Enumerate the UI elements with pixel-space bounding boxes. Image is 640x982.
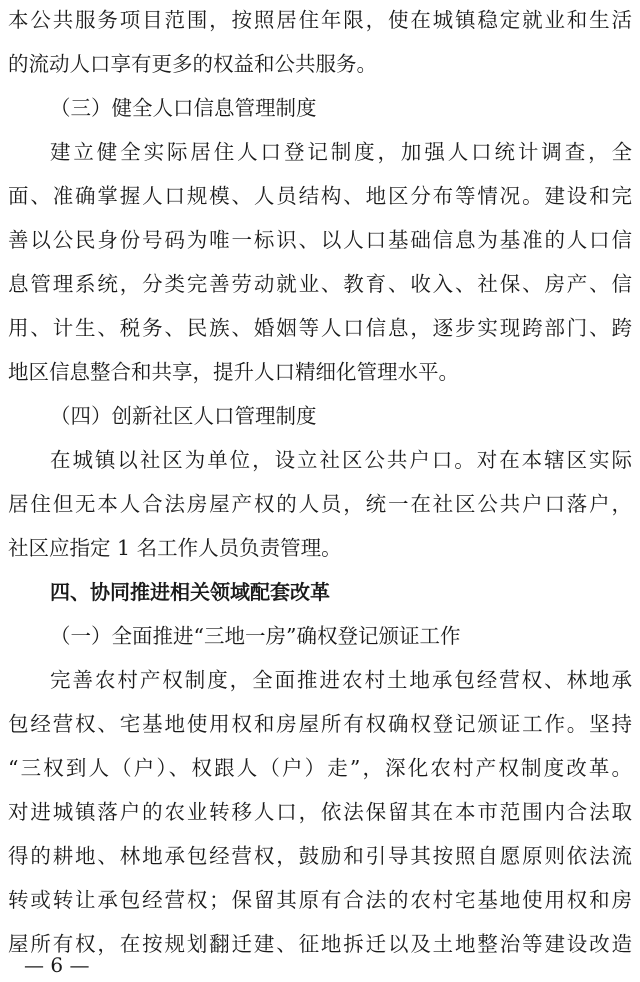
- paragraph-line: 用、计生、税务、民族、婚姻等人口信息，逐步实现跨部门、跨: [8, 316, 632, 340]
- paragraph-line: 的流动人口享有更多的权益和公共服务。: [8, 52, 377, 76]
- paragraph-line: 在城镇以社区为单位，设立社区公共户口。对在本辖区实际: [50, 448, 632, 472]
- paragraph-line: 息管理系统，分类完善劳动就业、教育、收入、社保、房产、信: [8, 272, 632, 296]
- chapter-heading: 四、协同推进相关领域配套改革: [50, 580, 330, 604]
- paragraph-line: 本公共服务项目范围，按照居住年限，使在城镇稳定就业和生活: [8, 8, 632, 32]
- paragraph-line: 善以公民身份号码为唯一标识、以人口基础信息为基准的人口信: [8, 228, 632, 252]
- paragraph-line: 包经营权、宅基地使用权和房屋所有权确权登记颁证工作。坚持: [8, 712, 632, 736]
- paragraph-line: 面、准确掌握人口规模、人员结构、地区分布等情况。建设和完: [8, 184, 632, 208]
- section-heading: （一）全面推进“三地一房”确权登记颁证工作: [50, 624, 461, 648]
- paragraph-line: 地区信息整合和共享，提升人口精细化管理水平。: [8, 360, 459, 384]
- paragraph-line: “三权到人（户）、权跟人（户）走”，深化农村产权制度改革。: [8, 756, 632, 780]
- paragraph-line: 完善农村产权制度，全面推进农村土地承包经营权、林地承: [50, 668, 632, 692]
- paragraph-line: 对进城镇落户的农业转移人口，依法保留其在本市范围内合法取: [8, 800, 632, 824]
- paragraph-line: 转或转让承包经营权；保留其原有合法的农村宅基地使用权和房: [8, 888, 632, 912]
- paragraph-line: 居住但无本人合法房屋产权的人员，统一在社区公共户口落户，: [8, 492, 632, 516]
- page-number: — 6 —: [24, 953, 90, 977]
- paragraph-line: 得的耕地、林地承包经营权，鼓励和引导其按照自愿原则依法流: [8, 844, 632, 868]
- section-heading: （四）创新社区人口管理制度: [50, 404, 317, 428]
- paragraph-line: 建立健全实际居住人口登记制度，加强人口统计调查，全: [50, 140, 632, 164]
- paragraph-line: 屋所有权，在按规划翻迁建、征地拆迁以及土地整治等建设改造: [8, 932, 632, 956]
- section-heading: （三）健全人口信息管理制度: [50, 96, 317, 120]
- paragraph-line: 社区应指定 1 名工作人员负责管理。: [8, 536, 342, 560]
